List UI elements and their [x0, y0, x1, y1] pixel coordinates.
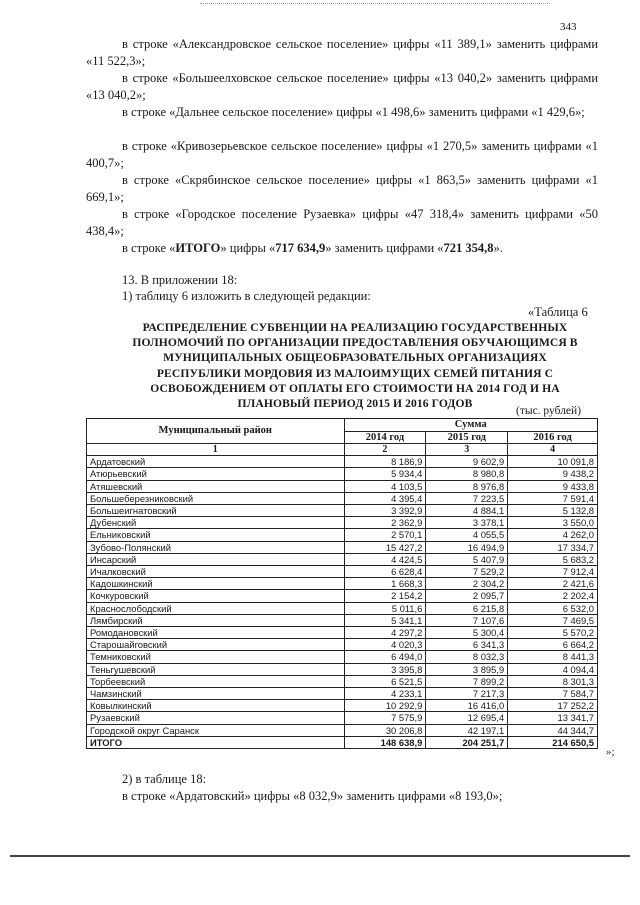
amount-cell: 7 217,3 — [426, 688, 508, 700]
amount-cell: 4 884,1 — [426, 505, 508, 517]
table-row — [87, 712, 598, 724]
amount-cell: 6 628,4 — [344, 566, 426, 578]
amount-cell: 8 186,9 — [344, 456, 426, 468]
amendment-paragraph: в строке «Скрябинское сельское поселение» цифры «1 863,5» заменить цифрами «1 669,1»; — [86, 173, 598, 204]
section-heading: 13. В приложении 18: — [122, 273, 238, 287]
district-name: Кадошкинский — [87, 578, 345, 590]
amount-cell: 3 550,0 — [508, 517, 598, 529]
amount-cell: 6 341,3 — [426, 639, 508, 651]
total-amendment: в строке «ИТОГО» цифры «717 634,9» заменить цифрами «721 354,8». — [122, 241, 503, 255]
table-title: РАСПРЕДЕЛЕНИЕ СУБВЕНЦИИ НА РЕАЛИЗАЦИЮ ГОСУДАРСТВЕННЫХ ПОЛНОМОЧИЙ ПО ОРГАНИЗАЦИИ ПРЕДОСТАВЛЕНИЯ ОБУЧАЮЩИМСЯ В МУНИЦИПАЛЬНЫХ ОБЩЕОБРАЗОВАТЕЛЬНЫХ ОРГАНИЗАЦИЯХ РЕСПУБЛИКИ МОРДОВИЯ ИЗ МАЛОИМУЩИХ СЕМЕЙ ПИТАНИЯ С ОСВОБОЖДЕНИЕМ ОТ ОПЛАТЫ ЕГО СТОИМОСТИ НА 2014 ГОД И НА ПЛАНОВЫЙ ПЕРИОД 2015 И 2016 ГОДОВ — [132, 321, 578, 411]
amount-cell: 10 292,9 — [344, 700, 426, 712]
district-name: Рузаевский — [87, 712, 345, 724]
table-row — [87, 614, 598, 626]
district-name: Атюрьевский — [87, 468, 345, 480]
scan-bottom-rule — [10, 855, 630, 857]
header-year: 2016 год — [508, 431, 598, 444]
amount-cell: 8 301,3 — [508, 675, 598, 687]
table-row — [87, 517, 598, 529]
amount-cell: 7 107,6 — [426, 614, 508, 626]
table-row — [87, 505, 598, 517]
district-name: Краснослободский — [87, 602, 345, 614]
district-name: Ромодановский — [87, 627, 345, 639]
district-name: Атяшевский — [87, 480, 345, 492]
district-name: Большеигнатовский — [87, 505, 345, 517]
table-row — [87, 578, 598, 590]
header-year: 2015 год — [426, 431, 508, 444]
amount-cell: 17 252,2 — [508, 700, 598, 712]
amount-cell: 5 300,4 — [426, 627, 508, 639]
table-row — [87, 456, 598, 468]
amount-cell: 2 362,9 — [344, 517, 426, 529]
table-row — [87, 639, 598, 651]
amount-cell: 4 094,4 — [508, 663, 598, 675]
table-row — [87, 688, 598, 700]
amount-cell: 6 494,0 — [344, 651, 426, 663]
amount-cell: 12 695,4 — [426, 712, 508, 724]
amount-cell: 6 532,0 — [508, 602, 598, 614]
amount-cell: 6 521,5 — [344, 675, 426, 687]
page-number: 343 — [560, 21, 577, 33]
district-name: Чамзинский — [87, 688, 345, 700]
table-row — [87, 566, 598, 578]
amount-cell: 7 575,9 — [344, 712, 426, 724]
table-row — [87, 492, 598, 504]
amount-cell: 8 980,8 — [426, 468, 508, 480]
amount-cell: 2 304,2 — [426, 578, 508, 590]
district-name: Городской округ Саранск — [87, 724, 345, 736]
amount-cell: 4 424,5 — [344, 553, 426, 565]
district-name: Ичалковский — [87, 566, 345, 578]
amount-cell: 4 297,2 — [344, 627, 426, 639]
amount-cell: 4 262,0 — [508, 529, 598, 541]
table-row — [87, 602, 598, 614]
table-row — [87, 627, 598, 639]
district-name: Торбеевский — [87, 675, 345, 687]
amount-cell: 16 494,9 — [426, 541, 508, 553]
header-district: Муниципальный район — [87, 419, 345, 444]
amount-cell: 2 421,6 — [508, 578, 598, 590]
total-row — [87, 736, 598, 748]
table-row — [87, 590, 598, 602]
item-2-text: 2) в таблице 18: — [122, 772, 207, 786]
table-row — [87, 480, 598, 492]
amount-cell: 7 591,4 — [508, 492, 598, 504]
header-sum: Сумма — [344, 419, 597, 432]
amount-cell: 2 095,7 — [426, 590, 508, 602]
amount-cell: 9 433,8 — [508, 480, 598, 492]
units-label: (тыс. рублей) — [516, 405, 582, 417]
district-name: Теньгушевский — [87, 663, 345, 675]
amendment-paragraph: в строке «Большеелховское сельское поселение» цифры «13 040,2» заменить цифрами «13 040,2»; — [86, 71, 599, 102]
amount-cell: 7 529,2 — [426, 566, 508, 578]
table-row — [87, 700, 598, 712]
district-name: Лямбирский — [87, 614, 345, 626]
amount-cell: 10 091,8 — [508, 456, 598, 468]
amount-cell: 3 392,9 — [344, 505, 426, 517]
quote-end: »; — [606, 746, 615, 758]
table-row — [87, 541, 598, 553]
amount-cell: 3 895,9 — [426, 663, 508, 675]
amount-cell: 3 395,8 — [344, 663, 426, 675]
amount-cell: 1 668,3 — [344, 578, 426, 590]
amount-cell: 7 912,4 — [508, 566, 598, 578]
table-row — [87, 724, 598, 736]
table-row — [87, 663, 598, 675]
amount-cell: 13 341,7 — [508, 712, 598, 724]
amount-cell: 17 334,7 — [508, 541, 598, 553]
amount-cell: 7 469,5 — [508, 614, 598, 626]
amendment-paragraph: в строке «Дальнее сельское поселение» цифры «1 498,6» заменить цифрами «1 429,6»; — [122, 105, 585, 119]
amount-cell: 7 223,5 — [426, 492, 508, 504]
amount-cell: 4 103,5 — [344, 480, 426, 492]
amount-cell: 4 395,4 — [344, 492, 426, 504]
amount-cell: 3 378,1 — [426, 517, 508, 529]
item-1-text: 1) таблицу 6 изложить в следующей редакции: — [122, 289, 371, 303]
amount-cell: 5 407,9 — [426, 553, 508, 565]
amount-cell: 5 011,6 — [344, 602, 426, 614]
total-amount-cell: 204 251,7 — [426, 736, 508, 748]
amount-cell: 44 344,7 — [508, 724, 598, 736]
amount-cell: 9 438,2 — [508, 468, 598, 480]
amount-cell: 30 206,8 — [344, 724, 426, 736]
district-name: Зубово-Полянский — [87, 541, 345, 553]
amount-cell: 8 976,8 — [426, 480, 508, 492]
amount-cell: 4 020,3 — [344, 639, 426, 651]
district-name: Инсарский — [87, 553, 345, 565]
amount-cell: 15 427,2 — [344, 541, 426, 553]
column-number-row: 1 2 3 4 — [87, 444, 598, 456]
amount-cell: 16 416,0 — [426, 700, 508, 712]
amount-cell: 2 202,4 — [508, 590, 598, 602]
district-name: Ардатовский — [87, 456, 345, 468]
amount-cell: 2 570,1 — [344, 529, 426, 541]
amount-cell: 8 032,3 — [426, 651, 508, 663]
amount-cell: 5 570,2 — [508, 627, 598, 639]
total-amount-cell: 214 650,5 — [508, 736, 598, 748]
table-row — [87, 468, 598, 480]
amount-cell: 4 233,1 — [344, 688, 426, 700]
amount-cell: 5 683,2 — [508, 553, 598, 565]
amount-cell: 2 154,2 — [344, 590, 426, 602]
scan-top-rule — [200, 3, 550, 4]
amendment-paragraph: в строке «Кривозерьевское сельское поселение» цифры «1 270,5» заменить цифрами «1 400,7»; — [86, 139, 599, 170]
district-name: Старошайговский — [87, 639, 345, 651]
amount-cell: 7 584,7 — [508, 688, 598, 700]
amount-cell: 5 341,1 — [344, 614, 426, 626]
table-row — [87, 553, 598, 565]
district-name: Кочкуровский — [87, 590, 345, 602]
district-name: Ковылкинский — [87, 700, 345, 712]
table-label: «Таблица 6 — [528, 305, 588, 319]
table-row — [87, 675, 598, 687]
table-row — [87, 651, 598, 663]
district-name: Дубенский — [87, 517, 345, 529]
amount-cell: 5 934,4 — [344, 468, 426, 480]
amount-cell: 4 055,5 — [426, 529, 508, 541]
table-row — [87, 529, 598, 541]
total-label: ИТОГО — [87, 736, 345, 748]
district-name: Ельниковский — [87, 529, 345, 541]
header-year: 2014 год — [344, 431, 426, 444]
amount-cell: 8 441,3 — [508, 651, 598, 663]
district-name: Большеберезниковский — [87, 492, 345, 504]
amount-cell: 9 602,9 — [426, 456, 508, 468]
last-amendment: в строке «Ардатовский» цифры «8 032,9» заменить цифрами «8 193,0»; — [122, 789, 503, 803]
amount-cell: 6 215,8 — [426, 602, 508, 614]
amount-cell: 7 899,2 — [426, 675, 508, 687]
amount-cell: 5 132,8 — [508, 505, 598, 517]
total-amount-cell: 148 638,9 — [344, 736, 426, 748]
amendment-paragraph: в строке «Александровское сельское поселение» цифры «11 389,1» заменить цифрами «11 522,3»; — [86, 37, 599, 68]
amendment-paragraph: в строке «Городское поселение Рузаевка» цифры «47 318,4» заменить цифрами «50 438,4»; — [86, 207, 598, 238]
district-name: Темниковский — [87, 651, 345, 663]
amount-cell: 6 664,2 — [508, 639, 598, 651]
subvention-table — [86, 418, 598, 749]
amount-cell: 42 197,1 — [426, 724, 508, 736]
